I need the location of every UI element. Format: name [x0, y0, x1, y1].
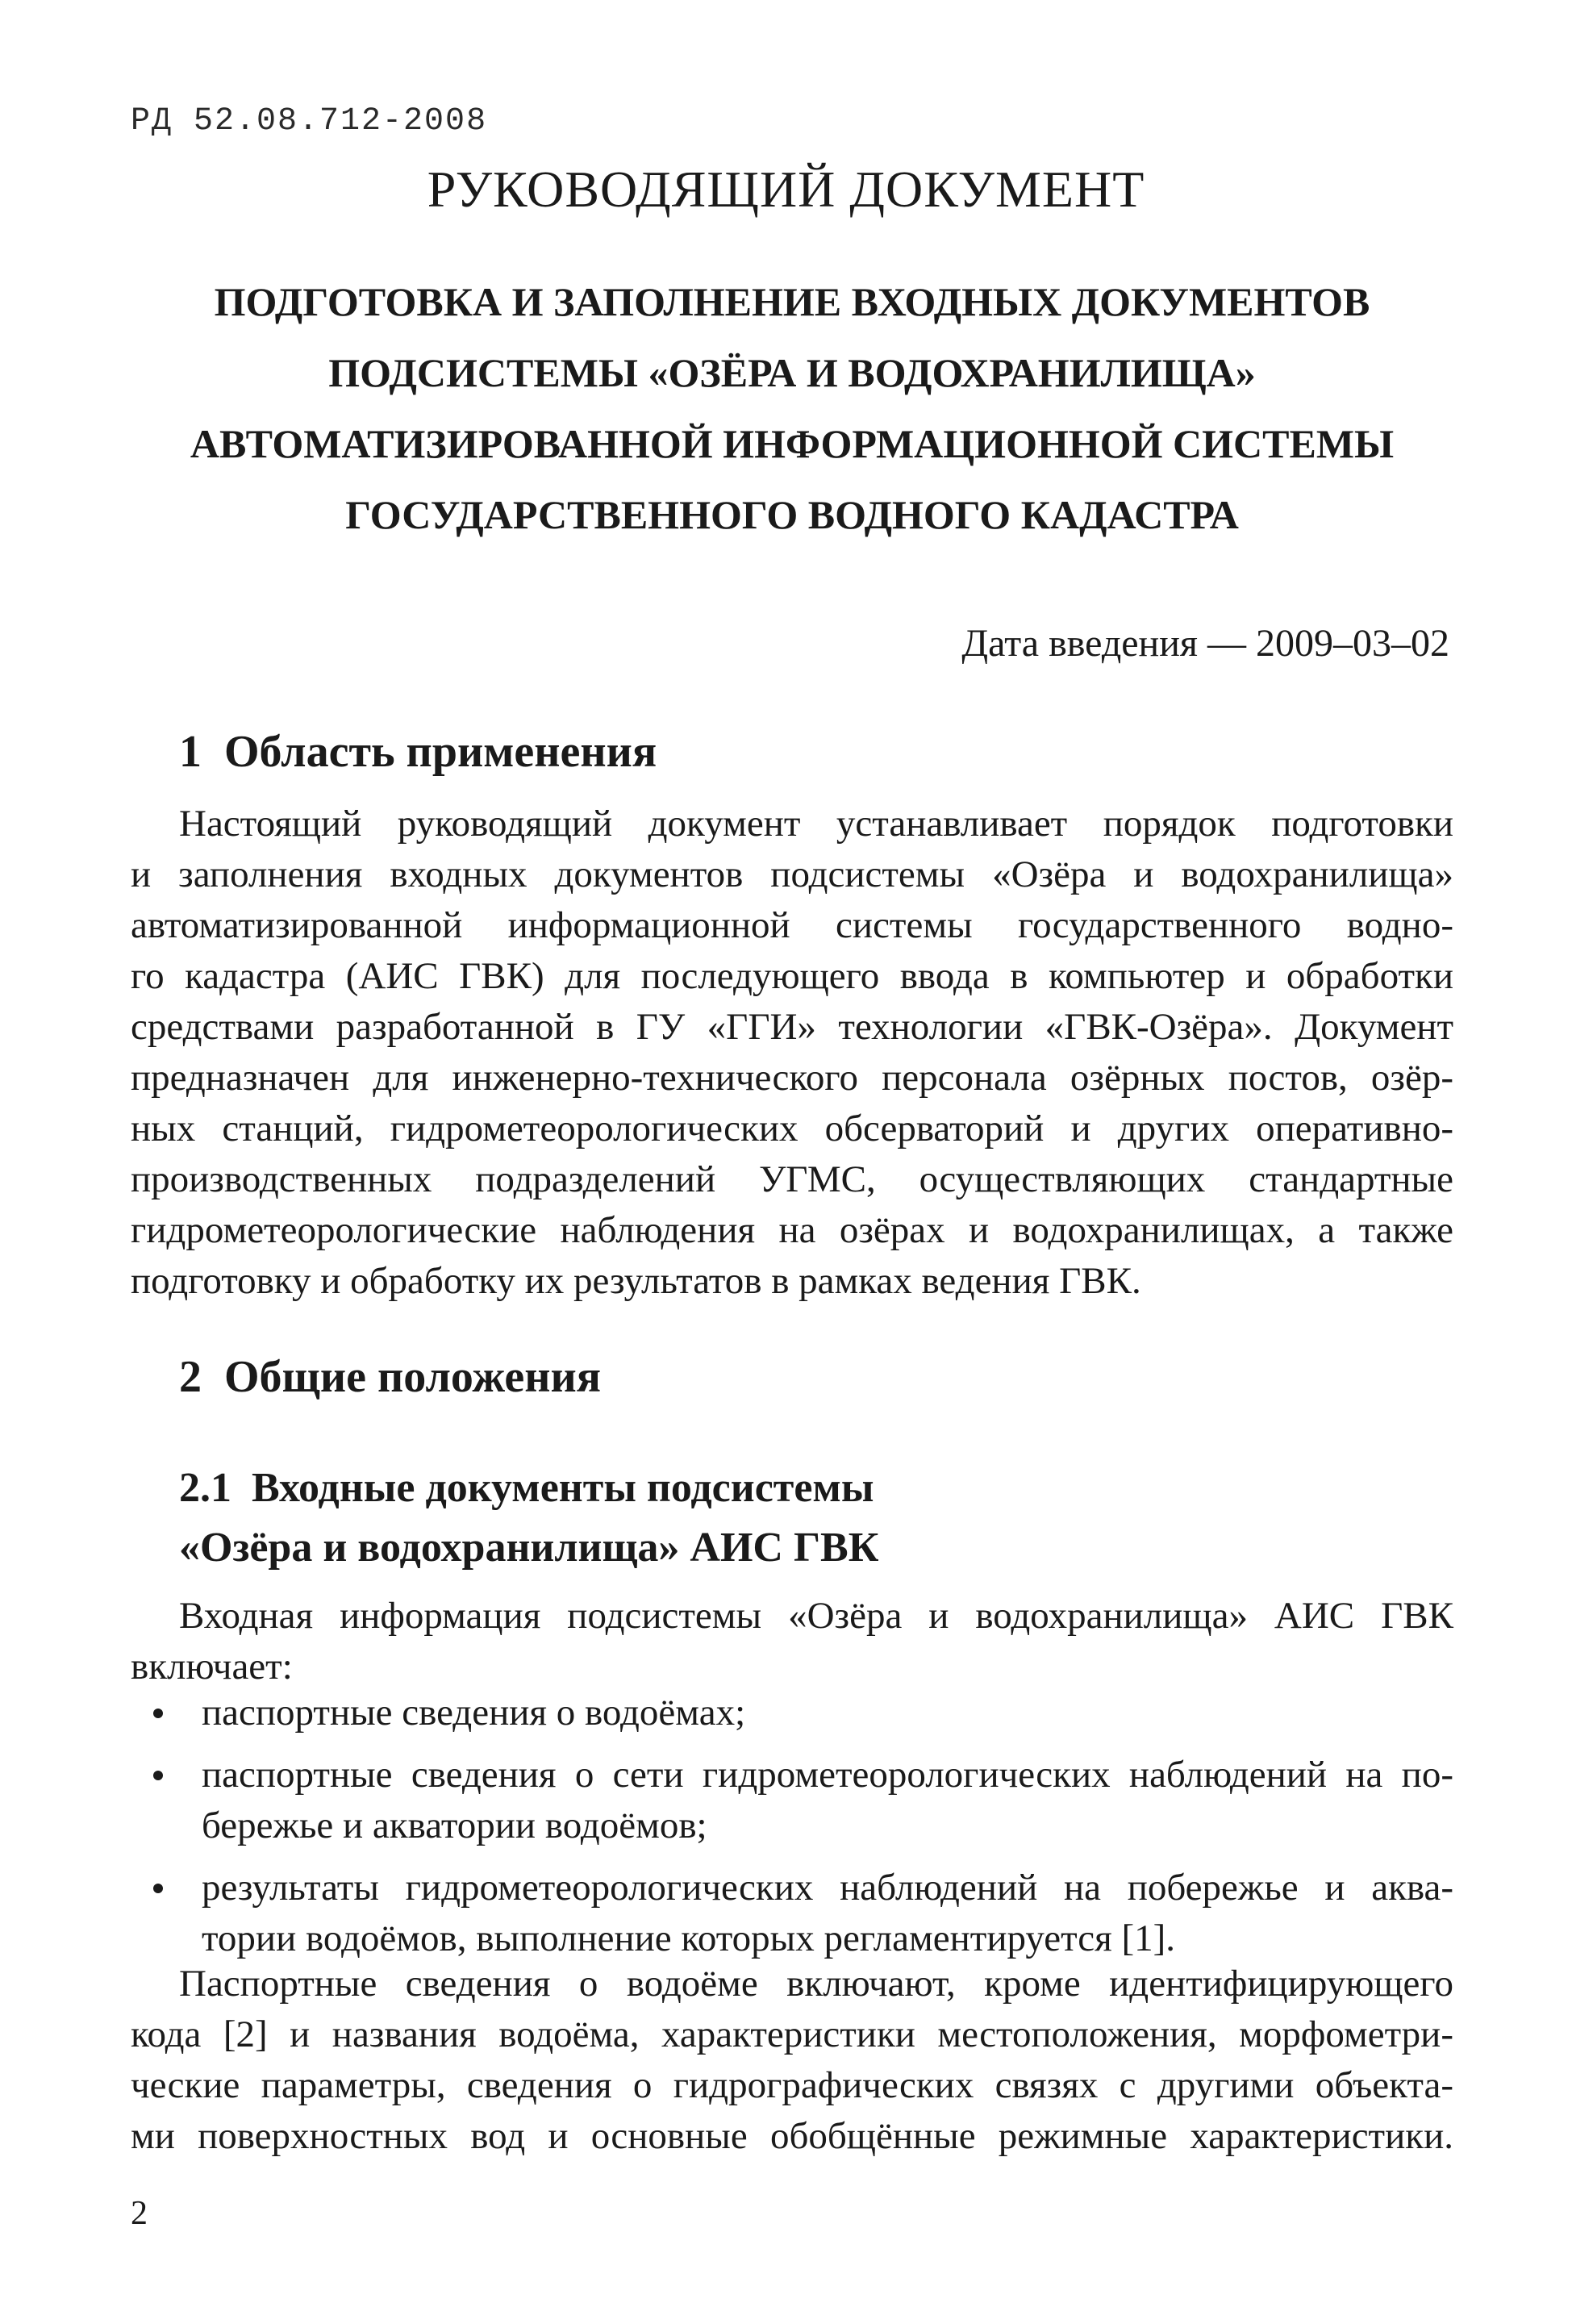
- text-line: средствами разработанной в ГУ «ГГИ» технологии «ГВК-Озёра». Документ: [131, 1006, 1453, 1048]
- input-info-list: [131, 1688, 1453, 1976]
- bullet-icon: [153, 1709, 163, 1718]
- text-line: ми поверхностных вод и основные обобщённые режимные характеристики.: [131, 2115, 1453, 2157]
- text-line: включает:: [131, 1646, 293, 1688]
- section-1-heading: [179, 726, 657, 778]
- document-code: РД 52.08.712-2008: [131, 103, 488, 140]
- text-line: предназначен для инженерно-технического персонала озёрных постов, озёр-: [131, 1057, 1453, 1099]
- text-line: паспортные сведения о сети гидрометеорологических наблюдений на по-: [202, 1754, 1453, 1796]
- subsection-title-line: Входные документы подсистемы: [252, 1465, 874, 1511]
- list-item: [131, 1750, 1453, 1851]
- text-line: Настоящий руководящий документ устанавливает порядок подготовки: [179, 803, 1453, 845]
- introduction-date: Дата введения — 2009–03–02: [961, 622, 1449, 665]
- section-2-heading: [179, 1351, 601, 1403]
- text-line: и заполнения входных документов подсистемы «Озёра и водохранилища»: [131, 853, 1453, 895]
- title-line: ПОДСИСТЕМЫ «ОЗЁРА И ВОДОХРАНИЛИЩА»: [328, 350, 1256, 395]
- list-item: [131, 1688, 1453, 1738]
- section-title: Общие положения: [224, 1352, 602, 1402]
- list-item: [131, 1863, 1453, 1964]
- document-type-heading: РУКОВОДЯЩИЙ ДОКУМЕНТ: [427, 161, 1145, 218]
- input-info-intro: [131, 1591, 1453, 1692]
- document-title: [131, 266, 1453, 550]
- title-line: АВТОМАТИЗИРОВАННОЙ ИНФОРМАЦИОННОЙ СИСТЕМЫ: [190, 421, 1395, 466]
- passport-info-paragraph: [131, 1959, 1453, 2162]
- text-line: Входная информация подсистемы «Озёра и водохранилища» АИС ГВК: [179, 1595, 1453, 1637]
- subsection-2-1-heading: [179, 1458, 878, 1578]
- bullet-icon: [153, 1884, 163, 1893]
- text-line: кода [2] и названия водоёма, характеристики местоположения, морфометри-: [131, 2013, 1453, 2055]
- text-line: Паспортные сведения о водоёме включают, кроме идентифицирующего: [179, 1963, 1453, 2005]
- title-line: ПОДГОТОВКА И ЗАПОЛНЕНИЕ ВХОДНЫХ ДОКУМЕНТОВ: [214, 279, 1370, 324]
- text-line: гидрометеорологические наблюдения на озёрах и водохранилищах, а также: [131, 1209, 1453, 1251]
- page-number: 2: [131, 2195, 148, 2232]
- text-line: ных станций, гидрометеорологических обсерваторий и других оперативно-: [131, 1108, 1453, 1149]
- text-line: ческие параметры, сведения о гидрографических связях с другими объекта-: [131, 2064, 1453, 2106]
- title-line: ГОСУДАРСТВЕННОГО ВОДНОГО КАДАСТРА: [345, 492, 1239, 537]
- subsection-number: 2.1: [179, 1465, 231, 1511]
- section-1-paragraph: [131, 799, 1453, 1307]
- text-line: паспортные сведения о водоёмах;: [202, 1692, 746, 1734]
- text-line: автоматизированной информационной системы государственного водно-: [131, 904, 1453, 946]
- text-line: бережье и акватории водоёмов;: [202, 1805, 707, 1846]
- text-line: производственных подразделений УГМС, осуществляющих стандартные: [131, 1158, 1453, 1200]
- text-line: го кадастра (АИС ГВК) для последующего ввода в компьютер и обработки: [131, 955, 1453, 997]
- section-number: 1: [179, 727, 202, 777]
- text-line: тории водоёмов, выполнение которых регламентируется [1].: [202, 1917, 1175, 1959]
- section-title: Область применения: [224, 727, 657, 777]
- text-line: подготовку и обработку их результатов в рамках ведения ГВК.: [131, 1260, 1141, 1302]
- section-number: 2: [179, 1352, 202, 1402]
- bullet-icon: [153, 1771, 163, 1780]
- text-line: результаты гидрометеорологических наблюдений на побережье и аква-: [202, 1867, 1453, 1909]
- subsection-title-line: «Озёра и водохранилища» АИС ГВК: [179, 1525, 879, 1571]
